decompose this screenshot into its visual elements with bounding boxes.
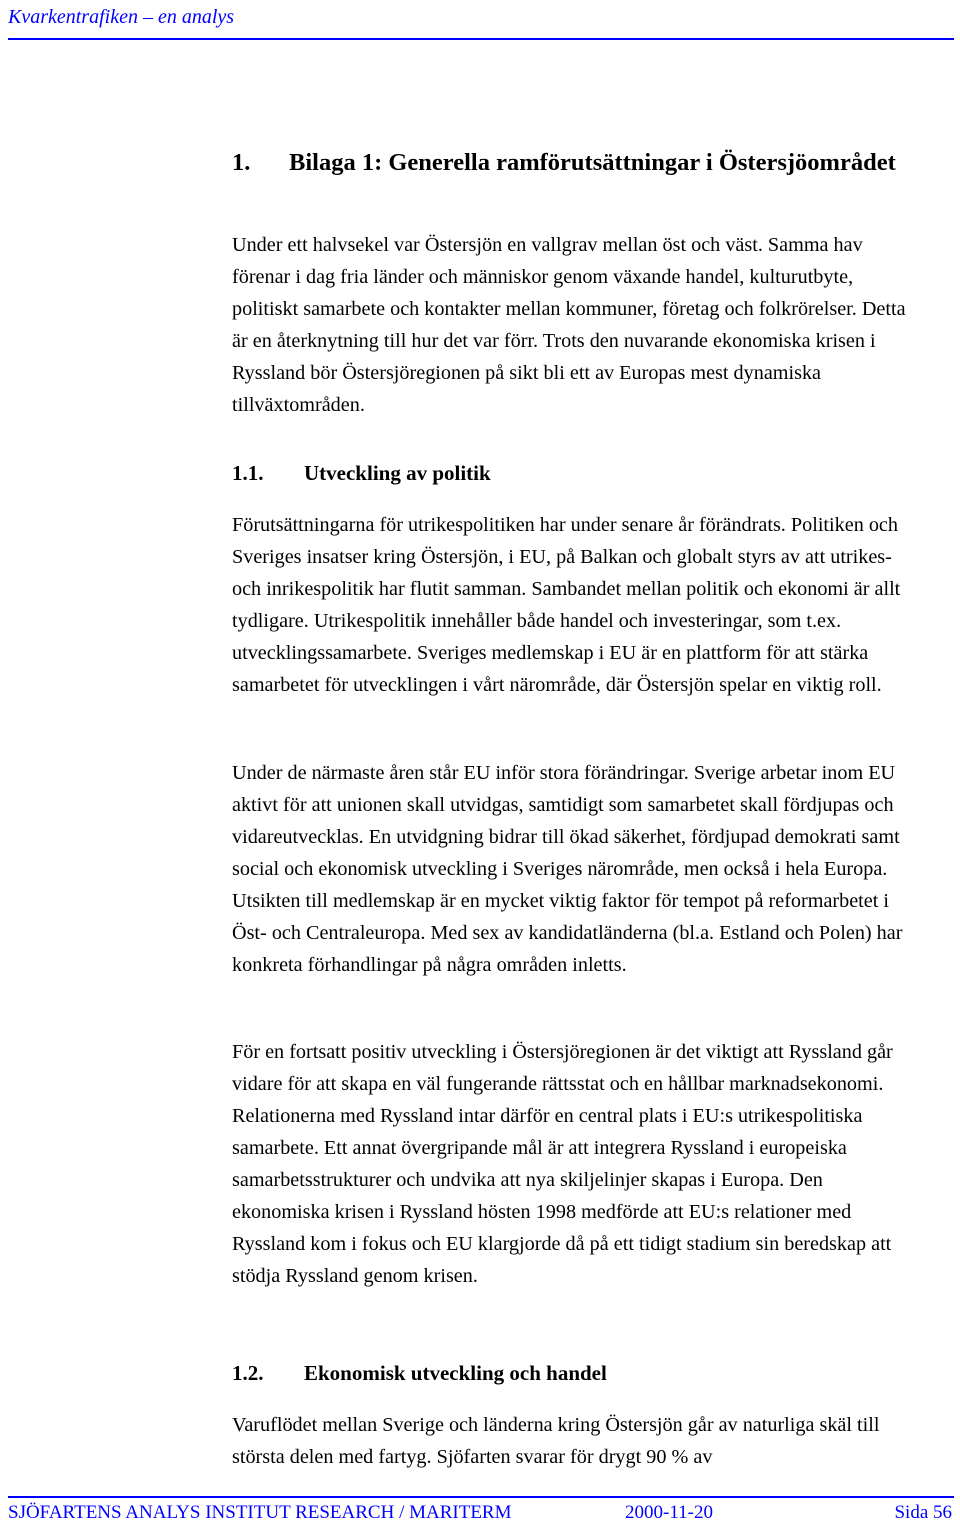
body-paragraph: Förutsättningarna för utrikespolitiken har under senare år förändrats. Politiken och Sveriges insatser kring Östersjön, i EU, på Balkan och globalt styrs av att utrikes- och inrikespolitik har flutit samman. Sambandet mellan politik och ekonomi är allt tydligare. Utrikespolitik innehåller både handel och investeringar, som t.ex. utvecklingssamarbete. Sveriges medlemskap i EU är en plattform för att stärka samarbetet för utvecklingen i vårt närområde, där Östersjön spelar en viktig roll.	[232, 514, 901, 696]
section-heading-1-2	[232, 1359, 922, 1387]
body-paragraph: Varuflödet mellan Sverige och länderna kring Östersjön går av naturliga skäl till största delen med fartyg. Sjöfarten svarar för drygt 90 % av	[232, 1414, 880, 1468]
section-title: Ekonomisk utveckling och handel	[304, 1361, 607, 1385]
page-header	[8, 4, 954, 40]
footer-page-number: Sida 56	[894, 1502, 952, 1523]
chapter-heading	[232, 146, 922, 179]
chapter-title: Bilaga 1: Generella ramförutsättningar i Östersjöområdet	[289, 149, 896, 176]
document-title: Kvarkentrafiken – en analys	[8, 6, 235, 28]
body-paragraph: För en fortsatt positiv utveckling i Östersjöregionen är det viktigt att Ryssland går vidare för att skapa en väl fungerande rättsstat och en hållbar marknadsekonomi. Relationerna med Ryssland intar därför en central plats i EU:s utrikespolitiska samarbete. Ett annat övergripande mål är att integrera Ryssland i europeiska samarbetsstrukturer och undvika att nya skiljelinjer skapas i Europa. Den ekonomiska krisen i Ryssland hösten 1998 medförde att EU:s relationer med Ryssland kom i fokus och EU klargjorde då på ett tidigt stadium sin beredskap att stödja Ryssland genom krisen.	[232, 1041, 893, 1287]
section-heading-1-1	[232, 459, 922, 487]
section-number: 1.1.	[232, 461, 264, 485]
section-title: Utveckling av politik	[304, 461, 491, 485]
body-paragraph: Under de närmaste åren står EU inför stora förändringar. Sverige arbetar inom EU aktivt för att unionen skall utvidgas, samtidigt som samarbetet skall fördjupas och vidareutvecklas. En utvidgning bidrar till ökad säkerhet, fördjupad demokrati samt social och ekonomisk utveckling i Sveriges närområde, men också i hela Europa. Utsikten till medlemskap är en mycket viktig faktor för tempot på reformarbetet i Öst- och Centraleuropa. Med sex av kandidatländerna (bl.a. Estland och Polen) har konkreta förhandlingar på några områden inletts.	[232, 762, 903, 976]
footer-organization: SJÖFARTENS ANALYS INSTITUT RESEARCH / MARITERM	[8, 1502, 512, 1523]
chapter-number: 1.	[232, 149, 251, 176]
footer-date: 2000-11-20	[625, 1502, 713, 1523]
section-number: 1.2.	[232, 1361, 264, 1385]
intro-paragraph: Under ett halvsekel var Östersjön en vallgrav mellan öst och väst. Samma hav förenar i dag fria länder och människor genom växande handel, kulturutbyte, politiskt samarbete och kontakter mellan kommuner, företag och folkrörelser. Detta är en återknytning till hur det var förr. Trots den nuvarande ekonomiska krisen i Ryssland bör Östersjöregionen på sikt bli ett av Europas mest dynamiska tillväxtområden.	[232, 234, 906, 416]
page-footer	[8, 1496, 954, 1525]
